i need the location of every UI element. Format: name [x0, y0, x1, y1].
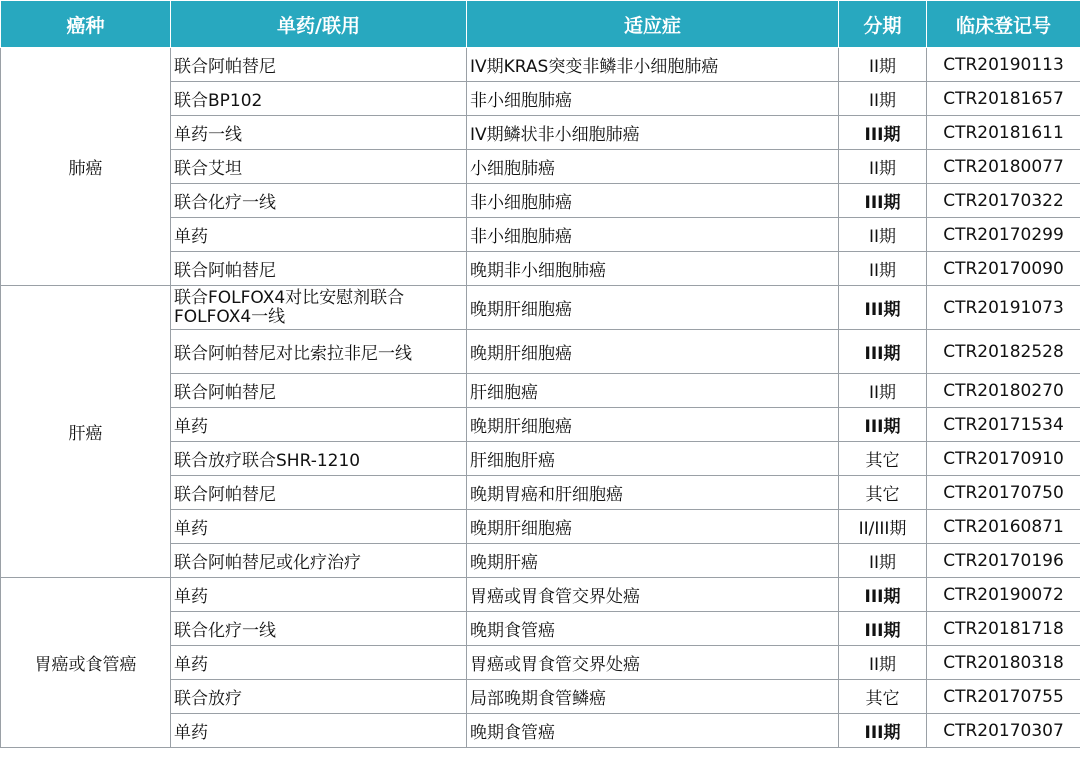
registration-cell: CTR20180318 [927, 646, 1080, 680]
indication-cell: 胃癌或胃食管交界处癌 [467, 578, 839, 612]
cancer-cell: 肺癌 [1, 48, 171, 286]
phase-cell: II期 [839, 218, 927, 252]
indication-cell: 小细胞肺癌 [467, 150, 839, 184]
phase-cell: II期 [839, 252, 927, 286]
phase-cell: III期 [839, 330, 927, 374]
indication-cell: IV期KRAS突变非鳞非小细胞肺癌 [467, 48, 839, 82]
registration-cell: CTR20170299 [927, 218, 1080, 252]
indication-cell: 肝细胞肝癌 [467, 442, 839, 476]
phase-cell: II期 [839, 82, 927, 116]
registration-cell: CTR20170750 [927, 476, 1080, 510]
drug-cell: 单药 [171, 408, 467, 442]
drug-cell: 单药一线 [171, 116, 467, 150]
drug-cell: 联合阿帕替尼或化疗治疗 [171, 544, 467, 578]
registration-cell: CTR20181657 [927, 82, 1080, 116]
header-row [1, 1, 1080, 48]
indication-cell: 晚期肝细胞癌 [467, 408, 839, 442]
indication-cell: 非小细胞肺癌 [467, 184, 839, 218]
drug-cell: 单药 [171, 218, 467, 252]
drug-cell: 联合阿帕替尼对比索拉非尼一线 [171, 330, 467, 374]
header-drug: 单药/联用 [171, 1, 467, 48]
registration-cell: CTR20170322 [927, 184, 1080, 218]
indication-cell: 晚期肝细胞癌 [467, 510, 839, 544]
indication-cell: 胃癌或胃食管交界处癌 [467, 646, 839, 680]
drug-cell: 联合阿帕替尼 [171, 374, 467, 408]
indication-cell: 肝细胞癌 [467, 374, 839, 408]
indication-cell: 非小细胞肺癌 [467, 82, 839, 116]
phase-cell: II期 [839, 646, 927, 680]
phase-cell: III期 [839, 116, 927, 150]
registration-cell: CTR20170307 [927, 714, 1080, 748]
phase-cell: III期 [839, 286, 927, 330]
drug-cell: 联合BP102 [171, 82, 467, 116]
drug-cell: 联合阿帕替尼 [171, 476, 467, 510]
drug-cell: 联合艾坦 [171, 150, 467, 184]
indication-cell: 晚期肝细胞癌 [467, 286, 839, 330]
table-row [1, 578, 1080, 612]
header-indication: 适应症 [467, 1, 839, 48]
drug-cell: 联合化疗一线 [171, 184, 467, 218]
phase-cell: III期 [839, 612, 927, 646]
table-row [1, 286, 1080, 330]
phase-cell: II期 [839, 544, 927, 578]
indication-cell: 晚期食管癌 [467, 714, 839, 748]
phase-cell: III期 [839, 184, 927, 218]
drug-cell: 联合阿帕替尼 [171, 252, 467, 286]
cancer-cell: 胃癌或食管癌 [1, 578, 171, 748]
phase-cell: II/III期 [839, 510, 927, 544]
indication-cell: 非小细胞肺癌 [467, 218, 839, 252]
registration-cell: CTR20190072 [927, 578, 1080, 612]
registration-cell: CTR20180270 [927, 374, 1080, 408]
indication-cell: 晚期肝癌 [467, 544, 839, 578]
drug-cell: 联合放疗联合SHR-1210 [171, 442, 467, 476]
indication-cell: 晚期非小细胞肺癌 [467, 252, 839, 286]
drug-cell: 单药 [171, 714, 467, 748]
drug-cell: 联合放疗 [171, 680, 467, 714]
drug-cell: 联合阿帕替尼 [171, 48, 467, 82]
phase-cell: 其它 [839, 680, 927, 714]
phase-cell: II期 [839, 374, 927, 408]
drug-cell: 单药 [171, 510, 467, 544]
registration-cell: CTR20181718 [927, 612, 1080, 646]
phase-cell: 其它 [839, 476, 927, 510]
indication-cell: 晚期胃癌和肝细胞癌 [467, 476, 839, 510]
drug-cell: 联合FOLFOX4对比安慰剂联合FOLFOX4一线 [171, 286, 467, 330]
phase-cell: III期 [839, 714, 927, 748]
registration-cell: CTR20180077 [927, 150, 1080, 184]
indication-cell: 晚期食管癌 [467, 612, 839, 646]
drug-cell: 联合化疗一线 [171, 612, 467, 646]
registration-cell: CTR20181611 [927, 116, 1080, 150]
registration-cell: CTR20170196 [927, 544, 1080, 578]
registration-cell: CTR20160871 [927, 510, 1080, 544]
indication-cell: IV期鳞状非小细胞肺癌 [467, 116, 839, 150]
header-registration: 临床登记号 [927, 1, 1080, 48]
phase-cell: II期 [839, 150, 927, 184]
registration-cell: CTR20182528 [927, 330, 1080, 374]
phase-cell: 其它 [839, 442, 927, 476]
indication-cell: 局部晚期食管鳞癌 [467, 680, 839, 714]
drug-cell: 单药 [171, 578, 467, 612]
drug-cell: 单药 [171, 646, 467, 680]
table-row [1, 48, 1080, 82]
registration-cell: CTR20171534 [927, 408, 1080, 442]
phase-cell: III期 [839, 578, 927, 612]
indication-cell: 晚期肝细胞癌 [467, 330, 839, 374]
phase-cell: III期 [839, 408, 927, 442]
header-phase: 分期 [839, 1, 927, 48]
registration-cell: CTR20170090 [927, 252, 1080, 286]
cancer-cell: 肝癌 [1, 286, 171, 578]
registration-cell: CTR20170910 [927, 442, 1080, 476]
phase-cell: II期 [839, 48, 927, 82]
registration-cell: CTR20170755 [927, 680, 1080, 714]
header-cancer: 癌种 [1, 1, 171, 48]
registration-cell: CTR20190113 [927, 48, 1080, 82]
registration-cell: CTR20191073 [927, 286, 1080, 330]
